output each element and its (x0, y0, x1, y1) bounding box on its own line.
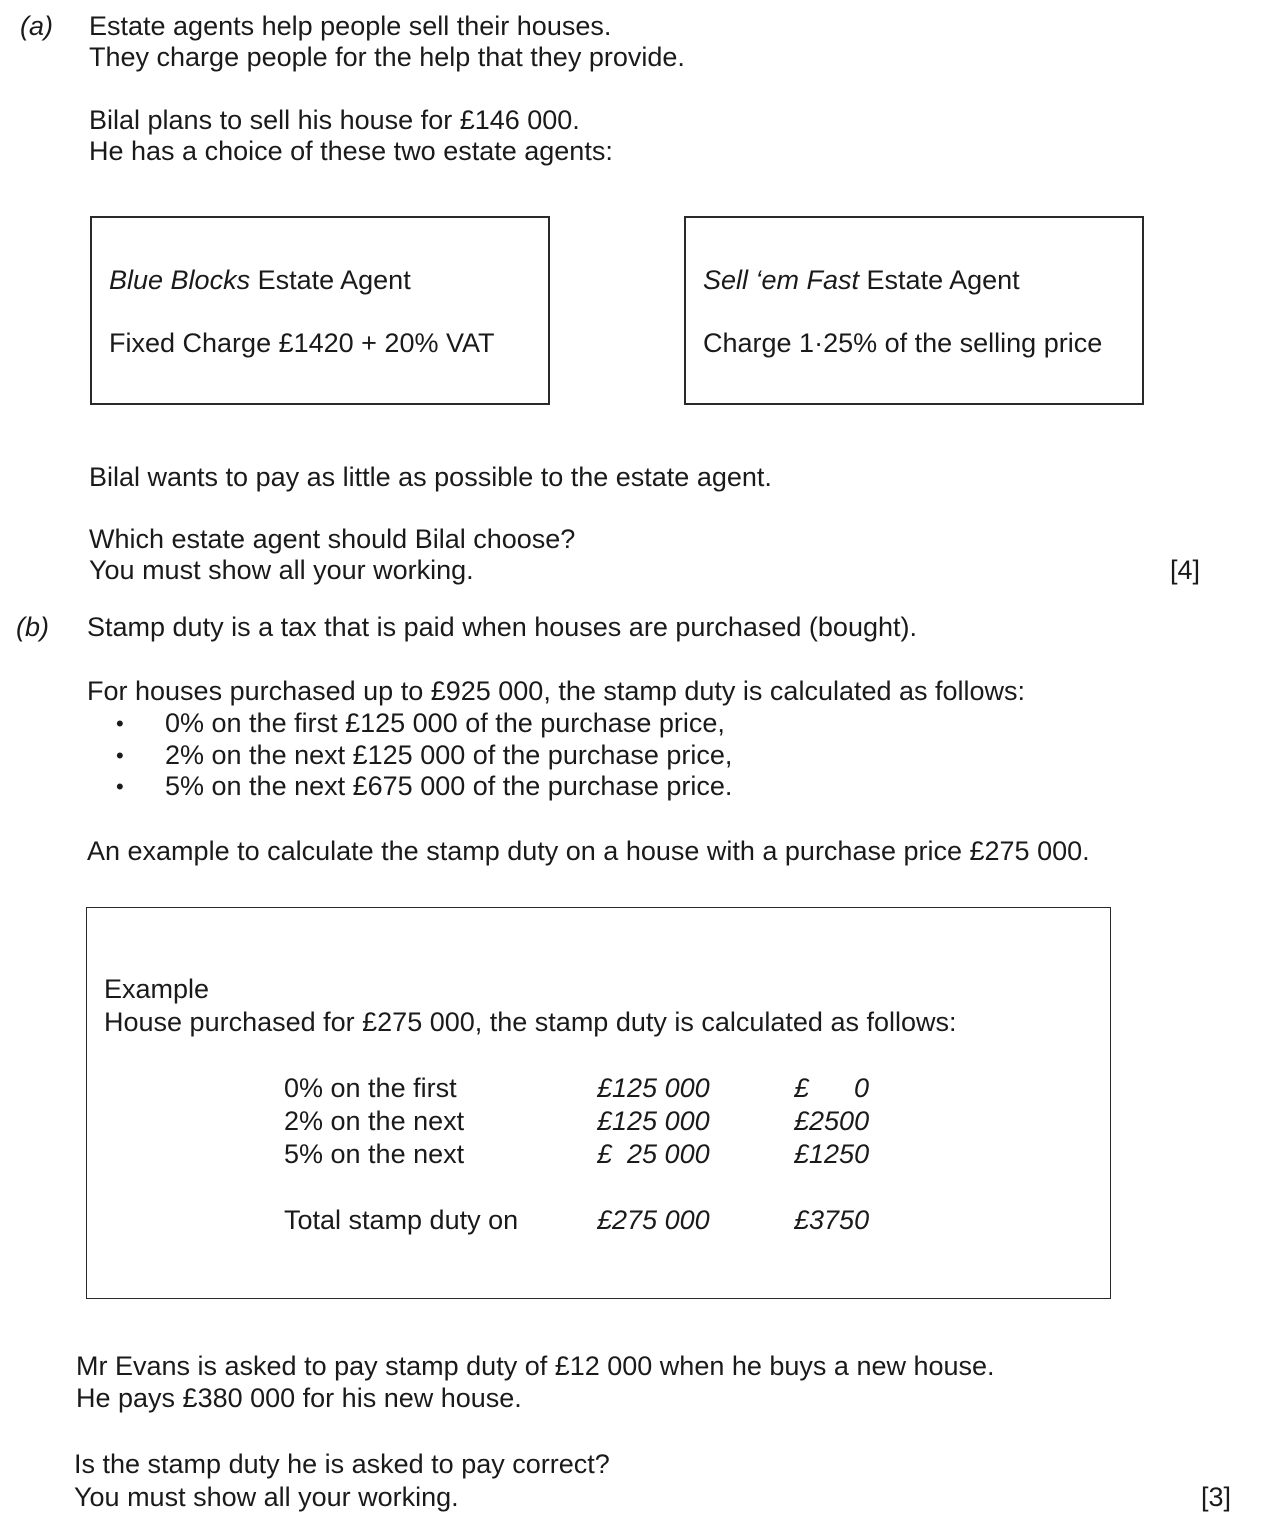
agent-charge: Charge 1·25% of the selling price (703, 328, 1103, 358)
example-row-label: 2% on the next (284, 1106, 465, 1136)
example-row-label: 5% on the next (284, 1139, 465, 1169)
part-a-marks: [4] (1170, 555, 1201, 585)
example-row-duty: £1250 (794, 1139, 870, 1169)
bullet-icon: • (116, 774, 124, 799)
agent-charge: Fixed Charge £1420 + 20% VAT (109, 328, 495, 358)
bullet-icon: • (116, 743, 124, 768)
rule-item: 5% on the next £675 000 of the purchase price. (165, 771, 733, 801)
agent-box-sell-em-fast (684, 216, 1144, 405)
part-b-intro: Stamp duty is a tax that is paid when houses are purchased (bought). (87, 612, 917, 642)
agent-box-blue-blocks (90, 216, 550, 405)
rule-item: 2% on the next £125 000 of the purchase price, (165, 740, 733, 770)
part-b-marks: [3] (1201, 1482, 1232, 1512)
part-a-scenario-line-2: He has a choice of these two estate agents: (89, 136, 613, 166)
part-a-question-line-2: You must show all your working. (89, 555, 474, 585)
example-row-label: 0% on the first (284, 1073, 457, 1103)
example-row-amount: £ 25 000 (597, 1139, 710, 1169)
example-total-duty: £3750 (794, 1205, 870, 1235)
part-b-question-line-1: Is the stamp duty he is asked to pay correct? (74, 1449, 610, 1479)
part-a-intro-line-2: They charge people for the help that they provide. (89, 42, 685, 72)
example-total-amount: £275 000 (597, 1205, 710, 1235)
agent-suffix: Estate Agent (859, 265, 1020, 295)
part-a-goal: Bilal wants to pay as little as possible to the estate agent. (89, 462, 772, 492)
rule-item: 0% on the first £125 000 of the purchase price, (165, 708, 725, 738)
agent-title (109, 264, 411, 296)
part-a-scenario-line-1: Bilal plans to sell his house for £146 000. (89, 105, 580, 135)
part-b-example-intro: An example to calculate the stamp duty on a house with a purchase price £275 000. (87, 836, 1090, 866)
part-b-scenario-line-1: Mr Evans is asked to pay stamp duty of £12 000 when he buys a new house. (76, 1351, 995, 1381)
example-subtitle: House purchased for £275 000, the stamp duty is calculated as follows: (104, 1007, 957, 1037)
part-a-label: (a) (20, 11, 53, 41)
part-a-intro-line-1: Estate agents help people sell their houses. (89, 11, 612, 41)
part-b-label: (b) (16, 612, 49, 642)
bullet-icon: • (116, 711, 124, 736)
example-total-label: Total stamp duty on (284, 1205, 519, 1235)
part-b-scenario-line-2: He pays £380 000 for his new house. (76, 1383, 522, 1413)
agent-name: Blue Blocks (109, 265, 251, 295)
example-title: Example (104, 974, 210, 1004)
example-row-amount: £125 000 (597, 1073, 710, 1103)
part-a-question-line-1: Which estate agent should Bilal choose? (89, 524, 576, 554)
example-row-duty: £2500 (794, 1106, 870, 1136)
agent-suffix: Estate Agent (250, 265, 411, 295)
example-box (86, 907, 1111, 1299)
example-row-duty: £ 0 (794, 1073, 870, 1103)
part-b-question-line-2: You must show all your working. (74, 1482, 459, 1512)
agent-title (703, 264, 1020, 296)
part-b-rules-intro: For houses purchased up to £925 000, the stamp duty is calculated as follows: (87, 676, 1026, 706)
example-row-amount: £125 000 (597, 1106, 710, 1136)
agent-name: Sell ‘em Fast (703, 265, 860, 295)
